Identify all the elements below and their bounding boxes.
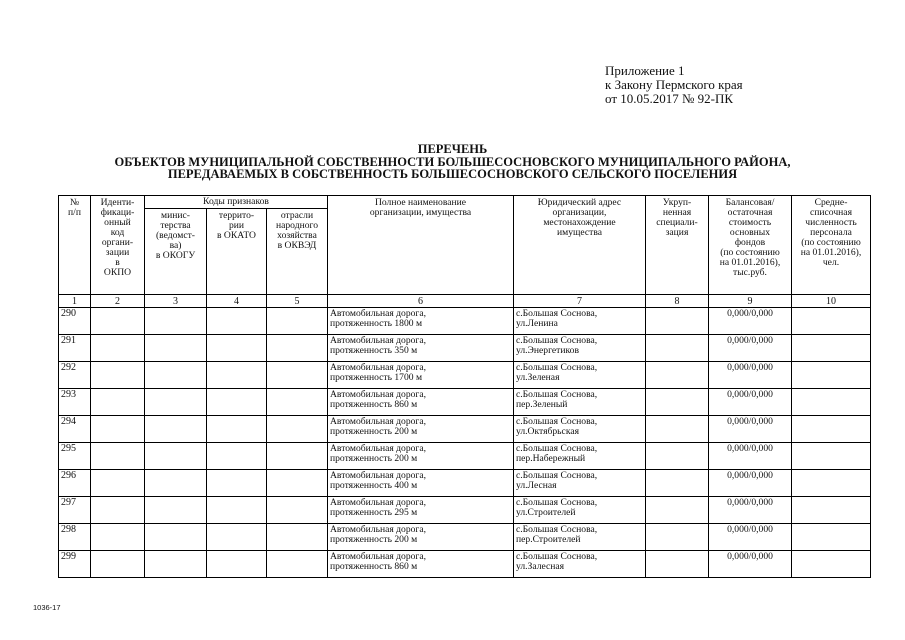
- column-number: 5: [267, 295, 328, 308]
- row-number: [59, 335, 91, 362]
- okogu-cell: [145, 524, 207, 551]
- row-address: [514, 551, 646, 578]
- okpo-cell: [91, 335, 145, 362]
- row-number: [59, 497, 91, 524]
- okato-cell: [207, 362, 267, 389]
- staff-cell: [792, 497, 871, 524]
- staff-cell: [792, 308, 871, 335]
- specialization-cell: [646, 362, 709, 389]
- okpo-cell: [91, 443, 145, 470]
- row-number: [59, 308, 91, 335]
- row-number: [59, 389, 91, 416]
- row-number-text: 290: [61, 308, 76, 319]
- staff-cell: [792, 443, 871, 470]
- specialization-cell: [646, 443, 709, 470]
- specialization-cell: [646, 308, 709, 335]
- header-okved: отрасли народного хозяйства в ОКВЭД: [267, 209, 328, 295]
- row-number: [59, 551, 91, 578]
- row-value-text: 0,000/0,000: [727, 524, 773, 535]
- row-address-text: с.Большая Соснова, ул.Энергетиков: [516, 335, 598, 356]
- title-line-2: ОБЪЕКТОВ МУНИЦИПАЛЬНОЙ СОБСТВЕННОСТИ БОЛЬШЕСОСНОВСКОГО МУНИЦИПАЛЬНОГО РАЙОНА,: [114, 154, 791, 169]
- row-name: [328, 551, 514, 578]
- row-value-text: 0,000/0,000: [727, 335, 773, 346]
- okogu-cell: [145, 389, 207, 416]
- row-name: [328, 443, 514, 470]
- okato-cell: [207, 497, 267, 524]
- okogu-cell: [145, 362, 207, 389]
- row-name-text: Автомобильная дорога, протяженность 400 м: [330, 470, 427, 491]
- row-address-text: с.Большая Соснова, ул.Ленина: [516, 308, 598, 329]
- column-number: 6: [328, 295, 514, 308]
- row-value: [709, 308, 792, 335]
- okpo-cell: [91, 497, 145, 524]
- header-staff: Средне- списочная численность персонала (по состоянию на 01.01.2016), чел.: [792, 196, 871, 295]
- row-value: [709, 389, 792, 416]
- table-row: [59, 551, 871, 578]
- specialization-cell: [646, 497, 709, 524]
- row-address: [514, 308, 646, 335]
- row-value: [709, 470, 792, 497]
- row-number-text: 296: [61, 470, 76, 481]
- row-value: [709, 443, 792, 470]
- okved-cell: [267, 389, 328, 416]
- row-address-text: с.Большая Соснова, ул.Зеленая: [516, 362, 598, 383]
- row-value: [709, 551, 792, 578]
- okato-cell: [207, 551, 267, 578]
- staff-cell: [792, 470, 871, 497]
- table-body: [59, 308, 871, 578]
- okved-cell: [267, 362, 328, 389]
- staff-cell: [792, 551, 871, 578]
- row-value: [709, 416, 792, 443]
- row-address-text: с.Большая Соснова, пер.Строителей: [516, 524, 598, 545]
- row-number: [59, 416, 91, 443]
- header-balance: Балансовая/ остаточная стоимость основных фондов (по состоянию на 01.01.2016), тыс.руб.: [709, 196, 792, 295]
- row-address: [514, 470, 646, 497]
- okato-cell: [207, 308, 267, 335]
- staff-cell: [792, 524, 871, 551]
- okato-cell: [207, 470, 267, 497]
- row-value: [709, 362, 792, 389]
- row-address-text: с.Большая Соснова, ул.Залесная: [516, 551, 598, 572]
- row-number-text: 291: [61, 335, 76, 346]
- row-address-text: с.Большая Соснова, ул.Лесная: [516, 470, 598, 491]
- row-address-text: с.Большая Соснова, пер.Набережный: [516, 443, 598, 464]
- okved-cell: [267, 308, 328, 335]
- column-number: 8: [646, 295, 709, 308]
- table-row: [59, 470, 871, 497]
- row-value-text: 0,000/0,000: [727, 443, 773, 454]
- row-name: [328, 389, 514, 416]
- row-address-text: с.Большая Соснова, ул.Строителей: [516, 497, 598, 518]
- row-name-text: Автомобильная дорога, протяженность 200 м: [330, 416, 427, 437]
- column-number: 1: [59, 295, 91, 308]
- row-name-text: Автомобильная дорога, протяженность 860 м: [330, 389, 427, 410]
- row-name-text: Автомобильная дорога, протяженность 1700 м: [330, 362, 427, 383]
- column-number: 10: [792, 295, 871, 308]
- okpo-cell: [91, 524, 145, 551]
- column-number: 7: [514, 295, 646, 308]
- row-value: [709, 497, 792, 524]
- appendix-line-2: к Закону Пермского края: [605, 77, 743, 92]
- okogu-cell: [145, 497, 207, 524]
- row-value-text: 0,000/0,000: [727, 362, 773, 373]
- column-number: 3: [145, 295, 207, 308]
- title-line-1: ПЕРЕЧЕНЬ: [417, 142, 488, 156]
- appendix-line-3: от 10.05.2017 № 92-ПК: [605, 91, 734, 106]
- row-number-text: 295: [61, 443, 76, 454]
- row-name-text: Автомобильная дорога, протяженность 200 м: [330, 524, 427, 545]
- row-value-text: 0,000/0,000: [727, 551, 773, 562]
- row-name: [328, 308, 514, 335]
- row-name-text: Автомобильная дорога, протяженность 1800 м: [330, 308, 427, 329]
- okogu-cell: [145, 551, 207, 578]
- row-value-text: 0,000/0,000: [727, 416, 773, 427]
- staff-cell: [792, 416, 871, 443]
- row-address: [514, 389, 646, 416]
- okpo-cell: [91, 362, 145, 389]
- okato-cell: [207, 416, 267, 443]
- row-name: [328, 362, 514, 389]
- column-number-row: [59, 295, 871, 308]
- appendix-reference: [605, 64, 743, 106]
- okpo-cell: [91, 389, 145, 416]
- title-line-3: ПЕРЕДАВАЕМЫХ В СОБСТВЕННОСТЬ БОЛЬШЕСОСНОВСКОГО СЕЛЬСКОГО ПОСЕЛЕНИЯ: [167, 167, 738, 181]
- okogu-cell: [145, 443, 207, 470]
- row-address-text: с.Большая Соснова, ул.Октябрьская: [516, 416, 598, 437]
- table-row: [59, 416, 871, 443]
- row-value-text: 0,000/0,000: [727, 470, 773, 481]
- okved-cell: [267, 551, 328, 578]
- specialization-cell: [646, 551, 709, 578]
- table-row: [59, 308, 871, 335]
- table-row: [59, 335, 871, 362]
- row-number: [59, 362, 91, 389]
- header-num: № п/п: [59, 196, 91, 295]
- row-address-text: с.Большая Соснова, пер.Зеленый: [516, 389, 598, 410]
- specialization-cell: [646, 524, 709, 551]
- okpo-cell: [91, 308, 145, 335]
- okogu-cell: [145, 308, 207, 335]
- row-name-text: Автомобильная дорога, протяженность 200 м: [330, 443, 427, 464]
- okato-cell: [207, 389, 267, 416]
- row-value-text: 0,000/0,000: [727, 389, 773, 400]
- okved-cell: [267, 416, 328, 443]
- column-number: 9: [709, 295, 792, 308]
- header-address: Юридический адрес организации, местонахождение имущества: [514, 196, 646, 295]
- row-address: [514, 335, 646, 362]
- row-name: [328, 497, 514, 524]
- header-codes-group: Коды признаков: [145, 196, 328, 209]
- okato-cell: [207, 524, 267, 551]
- okato-cell: [207, 443, 267, 470]
- row-value: [709, 335, 792, 362]
- okved-cell: [267, 335, 328, 362]
- row-name: [328, 416, 514, 443]
- okato-cell: [207, 335, 267, 362]
- row-value-text: 0,000/0,000: [727, 497, 773, 508]
- column-number: 4: [207, 295, 267, 308]
- specialization-cell: [646, 389, 709, 416]
- document-title: [0, 143, 905, 181]
- header-okogu: минис- терства (ведомст- ва) в ОКОГУ: [145, 209, 207, 295]
- appendix-line-1: Приложение 1: [605, 63, 685, 78]
- header-specialization: Укруп- ненная специали- зация: [646, 196, 709, 295]
- row-number: [59, 470, 91, 497]
- okogu-cell: [145, 470, 207, 497]
- column-number: 2: [91, 295, 145, 308]
- property-table: [58, 195, 871, 578]
- row-number-text: 293: [61, 389, 76, 400]
- row-address: [514, 524, 646, 551]
- okved-cell: [267, 524, 328, 551]
- staff-cell: [792, 362, 871, 389]
- row-number-text: 297: [61, 497, 76, 508]
- row-address: [514, 362, 646, 389]
- footer-code: 1036-17: [33, 603, 61, 612]
- specialization-cell: [646, 335, 709, 362]
- row-name: [328, 524, 514, 551]
- table-row: [59, 443, 871, 470]
- row-number-text: 299: [61, 551, 76, 562]
- staff-cell: [792, 389, 871, 416]
- row-value-text: 0,000/0,000: [727, 308, 773, 319]
- row-name-text: Автомобильная дорога, протяженность 350 м: [330, 335, 427, 356]
- row-number-text: 294: [61, 416, 76, 427]
- specialization-cell: [646, 470, 709, 497]
- specialization-cell: [646, 416, 709, 443]
- okved-cell: [267, 470, 328, 497]
- row-name-text: Автомобильная дорога, протяженность 295 м: [330, 497, 427, 518]
- okogu-cell: [145, 416, 207, 443]
- table-row: [59, 389, 871, 416]
- row-address: [514, 416, 646, 443]
- header-okato: террито- рии в ОКАТО: [207, 209, 267, 295]
- row-name: [328, 335, 514, 362]
- row-number: [59, 443, 91, 470]
- header-okpo: Иденти- фикаци- онный код органи- зации в ОКПО: [91, 196, 145, 295]
- row-address: [514, 497, 646, 524]
- table-row: [59, 362, 871, 389]
- row-number-text: 298: [61, 524, 76, 535]
- okogu-cell: [145, 335, 207, 362]
- row-name-text: Автомобильная дорога, протяженность 860 м: [330, 551, 427, 572]
- okpo-cell: [91, 551, 145, 578]
- table-row: [59, 497, 871, 524]
- row-name: [328, 470, 514, 497]
- row-value: [709, 524, 792, 551]
- okved-cell: [267, 497, 328, 524]
- row-number-text: 292: [61, 362, 76, 373]
- okpo-cell: [91, 470, 145, 497]
- table-row: [59, 524, 871, 551]
- row-address: [514, 443, 646, 470]
- staff-cell: [792, 335, 871, 362]
- row-number: [59, 524, 91, 551]
- okved-cell: [267, 443, 328, 470]
- header-name: Полное наименование организации, имущества: [328, 196, 514, 295]
- okpo-cell: [91, 416, 145, 443]
